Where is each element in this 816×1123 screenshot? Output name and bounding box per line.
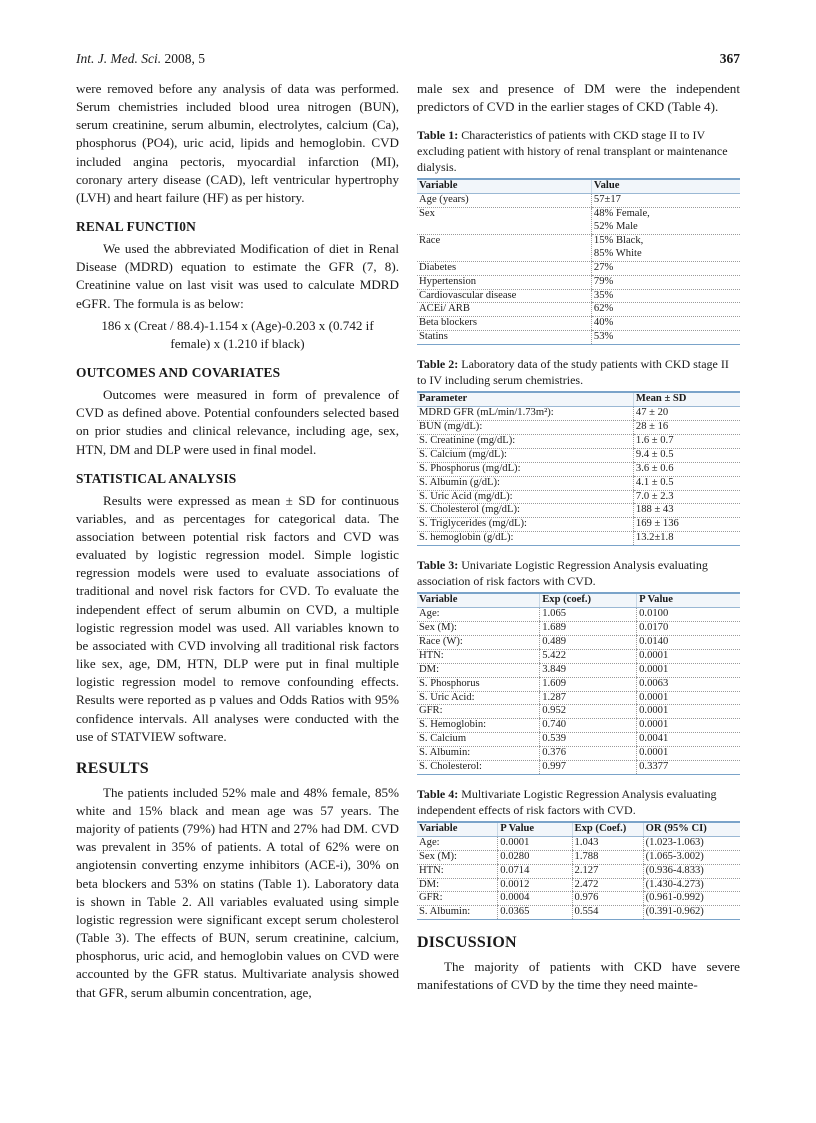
table-cell: GFR: xyxy=(417,892,498,906)
table-cell: Hypertension xyxy=(417,275,591,289)
table-cell: 2.127 xyxy=(572,864,643,878)
column-header: Variable xyxy=(417,822,498,836)
column-header: OR (95% CI) xyxy=(643,822,740,836)
table-cell: S. Triglycerides (mg/dL): xyxy=(417,518,633,532)
right-column xyxy=(417,80,740,995)
table-cell: 0.539 xyxy=(540,733,637,747)
table-cell: S. Hemoglobin: xyxy=(417,719,540,733)
table-cell: 0.0140 xyxy=(637,635,740,649)
table-cell: S. Phosphorus xyxy=(417,677,540,691)
table-row xyxy=(417,836,740,850)
table-cell: DM: xyxy=(417,878,498,892)
table1-caption-text: Characteristics of patients with CKD stage II to IV excluding patient with history of renal transplant or maintenance dialysis. xyxy=(417,128,728,175)
table-header-row xyxy=(417,179,740,193)
table-cell: 0.0100 xyxy=(637,608,740,622)
table-cell: 28 ± 16 xyxy=(633,421,740,435)
table-cell: Age: xyxy=(417,836,498,850)
table-cell: 0.0012 xyxy=(498,878,572,892)
table-cell: 27% xyxy=(591,261,740,275)
table-cell: 13.2±1.8 xyxy=(633,532,740,546)
table3-caption-text: Univariate Logistic Regression Analysis evaluating association of risk factors with CVD. xyxy=(417,558,708,589)
journal-year-volume: 2008, 5 xyxy=(164,51,205,66)
table-cell: (1.065-3.002) xyxy=(643,850,740,864)
table-cell: 79% xyxy=(591,275,740,289)
table-cell: 1.689 xyxy=(540,621,637,635)
table-cell: 0.0365 xyxy=(498,906,572,920)
paragraph-statistical-analysis: Results were expressed as mean ± SD for continuous variables, and as percentages for categorical data. The association between potential risk factors and CVD was evaluated by logistic regression model. Simple logistic regression models were used to evaluate associations of traditional and novel risk factors for CVD. To evaluate the independent effect of serum albumin on CVD, a multiple logistic regression model was used. All variables known to be associated with CVD involving all traditional risk factors like sex, age, DM, HTN, DLP were put in final multiple logistic regression model to remove confounding effects. Results were reported as p values and Odds Ratios with 95% confidence intervals. All analyses were conducted with the use of STATVIEW software. xyxy=(76,492,399,744)
table4-caption xyxy=(417,786,740,818)
paragraph-results: The patients included 52% male and 48% female, 85% white and 15% black and mean age was 57 years. The majority of patients (79%) had HTN and 27% had DM. CVD was prevalent in 35% of patients. A total of 62% were on angiotensin converting enzyme inhibitors (ACE-i), 30% on beta blockers and 53% on statins (Table 1). Laboratory data is shown in Table 2. All variables evaluated using simple logistic regression were significant except serum cholesterol (Table 3). The effects of BUN, serum creatinine, calcium, phosphorus, uric acid, and hemoglobin values on CVD were accounted by the GFR status. Multivariate analysis showed that GFR, serum albumin concentration, age, xyxy=(76,784,399,1000)
table-row xyxy=(417,733,740,747)
table-cell: 1.065 xyxy=(540,608,637,622)
table-cell: 169 ± 136 xyxy=(633,518,740,532)
table-row xyxy=(417,234,740,261)
table-cell: 0.0004 xyxy=(498,892,572,906)
table-cell: (1.430-4.273) xyxy=(643,878,740,892)
table-cell: 7.0 ± 2.3 xyxy=(633,490,740,504)
table-cell: 0.952 xyxy=(540,705,637,719)
table-cell: 62% xyxy=(591,303,740,317)
table-cell: 1.6 ± 0.7 xyxy=(633,434,740,448)
table-cell: ACEi/ ARB xyxy=(417,303,591,317)
column-header: P Value xyxy=(498,822,572,836)
table-cell: 0.0714 xyxy=(498,864,572,878)
table-cell: 0.976 xyxy=(572,892,643,906)
table-header-row xyxy=(417,822,740,836)
table-cell: (1.023-1.063) xyxy=(643,836,740,850)
heading-outcomes: OUTCOMES AND COVARIATES xyxy=(76,365,281,381)
table-cell: DM: xyxy=(417,663,540,677)
table-row xyxy=(417,518,740,532)
column-header: Exp (Coef.) xyxy=(572,822,643,836)
table-row xyxy=(417,761,740,775)
column-header: Mean ± SD xyxy=(633,392,740,406)
table-header-row xyxy=(417,593,740,607)
table-row xyxy=(417,747,740,761)
table-cell: Sex (M): xyxy=(417,850,498,864)
table1-label: Table 1: xyxy=(417,128,459,143)
table-cell: 0.489 xyxy=(540,635,637,649)
table1-caption xyxy=(417,127,740,175)
table-row xyxy=(417,864,740,878)
table-row xyxy=(417,635,740,649)
table-cell: 0.0170 xyxy=(637,621,740,635)
table-row xyxy=(417,490,740,504)
table-header-row xyxy=(417,392,740,406)
column-header: P Value xyxy=(637,593,740,607)
table-cell: 40% xyxy=(591,317,740,331)
table-cell: 0.3377 xyxy=(637,761,740,775)
table-cell: MDRD GFR (mL/min/1.73m²): xyxy=(417,407,633,421)
table-cell: 0.0001 xyxy=(637,691,740,705)
table-cell: Age (years) xyxy=(417,194,591,208)
table-cell: S. Uric Acid: xyxy=(417,691,540,705)
table-cell: 0.0001 xyxy=(637,649,740,663)
table-row xyxy=(417,331,740,345)
heading-renal-function: RENAL FUNCTI0N xyxy=(76,219,196,235)
table-row xyxy=(417,532,740,546)
heading-results: RESULTS xyxy=(76,759,149,777)
table-cell: 57±17 xyxy=(591,194,740,208)
table-row xyxy=(417,448,740,462)
table-cell: Age: xyxy=(417,608,540,622)
table3-label: Table 3: xyxy=(417,558,459,573)
table-cell: 9.4 ± 0.5 xyxy=(633,448,740,462)
table-cell: Race xyxy=(417,234,591,261)
table-cell: S. Phosphorus (mg/dL): xyxy=(417,462,633,476)
column-header: Exp (coef.) xyxy=(540,593,637,607)
table-cell: HTN: xyxy=(417,864,498,878)
table-cell: 35% xyxy=(591,289,740,303)
page-number: 367 xyxy=(719,51,740,66)
table-cell: 53% xyxy=(591,331,740,345)
table-cell: S. Calcium xyxy=(417,733,540,747)
table-cell: S. hemoglobin (g/dL): xyxy=(417,532,633,546)
table-cell: 15% Black, 85% White xyxy=(591,234,740,261)
column-header: Value xyxy=(591,179,740,193)
journal-name: Int. J. Med. Sci. xyxy=(76,51,162,66)
table-cell: (0.961-0.992) xyxy=(643,892,740,906)
table-cell: 0.0001 xyxy=(637,747,740,761)
column-header: Variable xyxy=(417,593,540,607)
table-row xyxy=(417,705,740,719)
table-cell: 0.376 xyxy=(540,747,637,761)
table-row xyxy=(417,317,740,331)
heading-discussion: DISCUSSION xyxy=(417,934,517,952)
table4-label: Table 4: xyxy=(417,786,459,801)
table-cell: 0.0280 xyxy=(498,850,572,864)
table-cell: 188 ± 43 xyxy=(633,504,740,518)
table-cell: 0.740 xyxy=(540,719,637,733)
heading-statistical-analysis: STATISTICAL ANALYSIS xyxy=(76,470,237,486)
paragraph-discussion: The majority of patients with CKD have severe manifestations of CVD by the time they need mainte- xyxy=(417,959,740,993)
table2 xyxy=(417,391,740,546)
table-cell: Sex (M): xyxy=(417,621,540,635)
table-cell: S. Cholesterol (mg/dL): xyxy=(417,504,633,518)
table2-label: Table 2: xyxy=(417,357,459,372)
table1 xyxy=(417,178,740,345)
table-row xyxy=(417,289,740,303)
table-row xyxy=(417,462,740,476)
table-cell: S. Albumin: xyxy=(417,747,540,761)
table-cell: 2.472 xyxy=(572,878,643,892)
table-cell: 0.0001 xyxy=(637,663,740,677)
table-cell: (0.391-0.962) xyxy=(643,906,740,920)
column-header: Parameter xyxy=(417,392,633,406)
table-row xyxy=(417,476,740,490)
journal-citation xyxy=(76,51,205,67)
table-cell: 48% Female, 52% Male xyxy=(591,208,740,235)
table-cell: 0.997 xyxy=(540,761,637,775)
table-cell: Sex xyxy=(417,208,591,235)
table-cell: 1.043 xyxy=(572,836,643,850)
table-cell: HTN: xyxy=(417,649,540,663)
table3 xyxy=(417,592,740,775)
table-cell: Statins xyxy=(417,331,591,345)
paragraph-outcomes: Outcomes were measured in form of prevalence of CVD as defined above. Potential confounders selected based on prior studies and clinical relevance, including age, sex, HTN, DM and DLP were used in final model. xyxy=(76,387,399,457)
left-column xyxy=(76,80,399,1002)
table-cell: 4.1 ± 0.5 xyxy=(633,476,740,490)
table-cell: S. Uric Acid (mg/dL): xyxy=(417,490,633,504)
table-cell: 0.0063 xyxy=(637,677,740,691)
table-cell: S. Albumin (g/dL): xyxy=(417,476,633,490)
table-cell: S. Cholesterol: xyxy=(417,761,540,775)
table-cell: 0.0041 xyxy=(637,733,740,747)
table-row xyxy=(417,261,740,275)
table-row xyxy=(417,608,740,622)
table-cell: 1.287 xyxy=(540,691,637,705)
table-row xyxy=(417,878,740,892)
table-row xyxy=(417,677,740,691)
table2-caption-text: Laboratory data of the study patients with CKD stage II to IV including serum chemistries. xyxy=(417,357,729,388)
table-cell: 0.554 xyxy=(572,906,643,920)
table-row xyxy=(417,504,740,518)
table-row xyxy=(417,691,740,705)
table-row xyxy=(417,407,740,421)
table-cell: GFR: xyxy=(417,705,540,719)
table-row xyxy=(417,275,740,289)
table-row xyxy=(417,649,740,663)
table4 xyxy=(417,821,740,920)
table-row xyxy=(417,434,740,448)
table-row xyxy=(417,719,740,733)
table-cell: 0.0001 xyxy=(498,836,572,850)
table-cell: Beta blockers xyxy=(417,317,591,331)
paragraph-results-continued: male sex and presence of DM were the independent predictors of CVD in the earlier stages of CKD (Table 4). xyxy=(417,81,740,115)
table-cell: BUN (mg/dL): xyxy=(417,421,633,435)
table-row xyxy=(417,194,740,208)
table-cell: Race (W): xyxy=(417,635,540,649)
table-cell: S. Albumin: xyxy=(417,906,498,920)
table-row xyxy=(417,892,740,906)
table4-caption-text: Multivariate Logistic Regression Analysis evaluating independent effects of risk factors with CVD. xyxy=(417,786,717,817)
table-cell: 0.0001 xyxy=(637,719,740,733)
table-row xyxy=(417,208,740,235)
table-cell: (0.936-4.833) xyxy=(643,864,740,878)
table-cell: 5.422 xyxy=(540,649,637,663)
table-cell: S. Creatinine (mg/dL): xyxy=(417,434,633,448)
table2-caption xyxy=(417,356,740,388)
table-cell: 3.849 xyxy=(540,663,637,677)
table-row xyxy=(417,850,740,864)
table-row xyxy=(417,621,740,635)
table-cell: S. Calcium (mg/dL): xyxy=(417,448,633,462)
table-cell: 1.788 xyxy=(572,850,643,864)
mdrd-formula: 186 x (Creat / 88.4)-1.154 x (Age)-0.203 x (0.742 if female) x (1.210 if black) xyxy=(101,317,374,351)
table-cell: 47 ± 20 xyxy=(633,407,740,421)
table-row xyxy=(417,906,740,920)
column-header: Variable xyxy=(417,179,591,193)
running-header xyxy=(76,51,740,71)
table-row xyxy=(417,663,740,677)
table-cell: Diabetes xyxy=(417,261,591,275)
table-cell: 3.6 ± 0.6 xyxy=(633,462,740,476)
paragraph-methods-intro: were removed before any analysis of data was performed. Serum chemistries included blood urea nitrogen (BUN), serum creatinine, serum albumin, electrolytes, calcium (Ca), phosphorus (PO4), uric acid, lipids and hemoglobin. CVD included angina pectoris, myocardial infarction (MI), coronary artery disease (CAD), left ventricular hypertrophy (LVH) and heart failure (HF) as per history. xyxy=(76,81,399,205)
paragraph-renal-function: We used the abbreviated Modification of diet in Renal Disease (MDRD) equation to estimate the GFR (7, 8). Creatinine value on last visit was used to calculate MDRD eGFR. The formula is as below: xyxy=(76,241,399,311)
table-cell: 0.0001 xyxy=(637,705,740,719)
table-row xyxy=(417,421,740,435)
table-cell: 1.609 xyxy=(540,677,637,691)
table3-caption xyxy=(417,557,740,589)
table-cell: Cardiovascular disease xyxy=(417,289,591,303)
table-row xyxy=(417,303,740,317)
